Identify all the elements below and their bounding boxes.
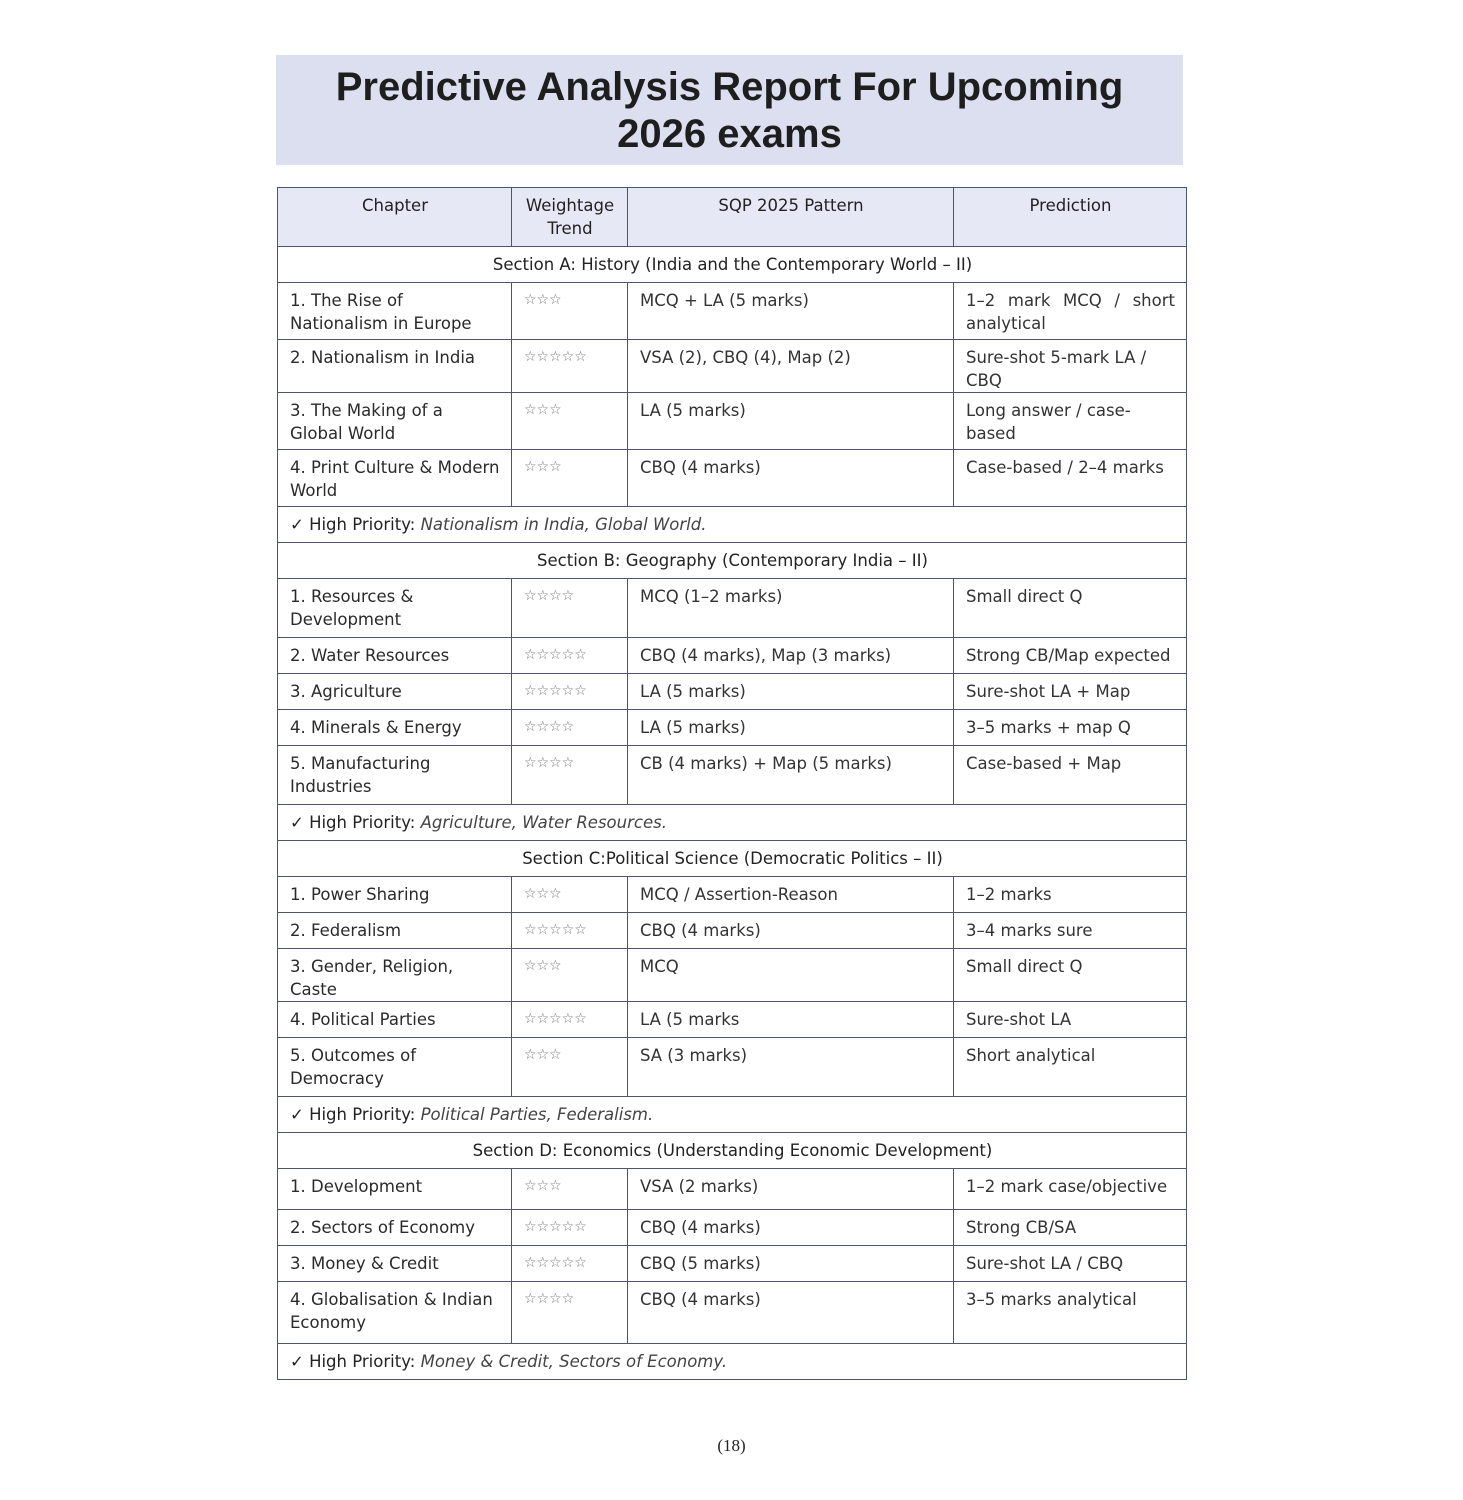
pattern-cell: LA (5 marks [628, 1002, 954, 1038]
prediction-cell: Case-based + Map [954, 746, 1187, 805]
star-rating: ☆☆☆☆☆ [512, 674, 628, 710]
table-row [278, 1169, 1187, 1210]
page-title-line-2: 2026 exams [617, 112, 842, 156]
table-row [278, 1038, 1187, 1097]
prediction-cell: Small direct Q [954, 949, 1187, 1002]
prediction-cell: 1–2 marks [954, 877, 1187, 913]
section-heading: Section C:Political Science (Democratic Politics – II) [278, 841, 1187, 877]
section-heading: Section B: Geography (Contemporary India – II) [278, 543, 1187, 579]
prediction-cell: Strong CB/SA [954, 1210, 1187, 1246]
table-row [278, 1002, 1187, 1038]
star-rating: ☆☆☆☆ [512, 710, 628, 746]
priority-text: Money & Credit, Sectors of Economy. [420, 1352, 728, 1371]
star-rating: ☆☆☆☆ [512, 746, 628, 805]
pattern-cell: CBQ (4 marks) [628, 1282, 954, 1344]
priority-cell [278, 1097, 1187, 1133]
priority-text: Political Parties, Federalism. [420, 1105, 654, 1124]
pattern-cell: CBQ (4 marks), Map (3 marks) [628, 638, 954, 674]
chapter-cell: 4. Political Parties [278, 1002, 512, 1038]
chapter-cell: 5. Outcomes of Democracy [278, 1038, 512, 1097]
prediction-cell: Strong CB/Map expected [954, 638, 1187, 674]
table-row [278, 340, 1187, 393]
table-row [278, 638, 1187, 674]
star-rating: ☆☆☆ [512, 1038, 628, 1097]
pattern-cell: MCQ (1–2 marks) [628, 579, 954, 638]
page-title-line-1: Predictive Analysis Report For Upcoming [335, 65, 1124, 109]
pattern-cell: LA (5 marks) [628, 710, 954, 746]
header-chapter: Chapter [278, 188, 512, 247]
table-row [278, 1282, 1187, 1344]
table-row [278, 450, 1187, 507]
chapter-cell: 4. Minerals & Energy [278, 710, 512, 746]
priority-row [278, 507, 1187, 543]
star-rating: ☆☆☆☆☆ [512, 1002, 628, 1038]
priority-row [278, 1344, 1187, 1380]
table-row [278, 710, 1187, 746]
priority-text: Agriculture, Water Resources. [420, 813, 667, 832]
chapter-cell: 1. Development [278, 1169, 512, 1210]
table-row [278, 1246, 1187, 1282]
star-rating: ☆☆☆ [512, 877, 628, 913]
table-row [278, 913, 1187, 949]
table-row [278, 579, 1187, 638]
pattern-cell: MCQ / Assertion-Reason [628, 877, 954, 913]
chapter-cell: 2. Nationalism in India [278, 340, 512, 393]
star-rating: ☆☆☆☆☆ [512, 1246, 628, 1282]
prediction-cell: 1–2 mark case/objective [954, 1169, 1187, 1210]
chapter-cell: 1. The Rise of Nationalism in Europe [278, 283, 512, 340]
table-row [278, 674, 1187, 710]
chapter-cell: 4. Globalisation & Indian Economy [278, 1282, 512, 1344]
prediction-cell: Small direct Q [954, 579, 1187, 638]
chapter-cell: 3. Agriculture [278, 674, 512, 710]
star-rating: ☆☆☆☆ [512, 579, 628, 638]
prediction-cell: 3–5 marks analytical [954, 1282, 1187, 1344]
pattern-cell: MCQ [628, 949, 954, 1002]
prediction-cell: Sure-shot LA / CBQ [954, 1246, 1187, 1282]
pattern-cell: CBQ (4 marks) [628, 1210, 954, 1246]
section-heading: Section D: Economics (Understanding Economic Development) [278, 1133, 1187, 1169]
section-heading-row [278, 543, 1187, 579]
priority-text: Nationalism in India, Global World. [420, 515, 707, 534]
priority-label: ✓ High Priority: [290, 1105, 416, 1124]
pattern-cell: SA (3 marks) [628, 1038, 954, 1097]
priority-cell [278, 805, 1187, 841]
table-row [278, 949, 1187, 1002]
chapter-cell: 3. Gender, Religion, Caste [278, 949, 512, 1002]
pattern-cell: VSA (2), CBQ (4), Map (2) [628, 340, 954, 393]
prediction-cell: Case-based / 2–4 marks [954, 450, 1187, 507]
chapter-cell: 4. Print Culture & Modern World [278, 450, 512, 507]
section-heading: Section A: History (India and the Contemporary World – II) [278, 247, 1187, 283]
section-heading-row [278, 1133, 1187, 1169]
prediction-cell: Long answer / case-based [954, 393, 1187, 450]
star-rating: ☆☆☆ [512, 393, 628, 450]
pattern-cell: CB (4 marks) + Map (5 marks) [628, 746, 954, 805]
star-rating: ☆☆☆☆☆ [512, 638, 628, 674]
chapter-cell: 2. Water Resources [278, 638, 512, 674]
prediction-table [277, 187, 1187, 1380]
chapter-cell: 2. Federalism [278, 913, 512, 949]
priority-cell [278, 507, 1187, 543]
chapter-cell: 3. The Making of a Global World [278, 393, 512, 450]
star-rating: ☆☆☆☆☆ [512, 913, 628, 949]
table-header-row [278, 188, 1187, 247]
section-heading-row [278, 841, 1187, 877]
pattern-cell: MCQ + LA (5 marks) [628, 283, 954, 340]
star-rating: ☆☆☆☆ [512, 1282, 628, 1344]
table-row [278, 746, 1187, 805]
pattern-cell: LA (5 marks) [628, 393, 954, 450]
chapter-cell: 2. Sectors of Economy [278, 1210, 512, 1246]
star-rating: ☆☆☆ [512, 283, 628, 340]
pattern-cell: LA (5 marks) [628, 674, 954, 710]
table-row [278, 283, 1187, 340]
priority-cell [278, 1344, 1187, 1380]
pattern-cell: CBQ (5 marks) [628, 1246, 954, 1282]
table-row [278, 1210, 1187, 1246]
star-rating: ☆☆☆ [512, 1169, 628, 1210]
pattern-cell: VSA (2 marks) [628, 1169, 954, 1210]
prediction-cell: Sure-shot LA + Map [954, 674, 1187, 710]
table-row [278, 393, 1187, 450]
section-heading-row [278, 247, 1187, 283]
prediction-cell: 1–2 mark MCQ / short analytical [954, 283, 1187, 340]
pattern-cell: CBQ (4 marks) [628, 450, 954, 507]
chapter-cell: 3. Money & Credit [278, 1246, 512, 1282]
header-sqp-pattern: SQP 2025 Pattern [628, 188, 954, 247]
star-rating: ☆☆☆ [512, 949, 628, 1002]
prediction-cell: Short analytical [954, 1038, 1187, 1097]
priority-row [278, 805, 1187, 841]
star-rating: ☆☆☆☆☆ [512, 340, 628, 393]
chapter-cell: 1. Resources & Development [278, 579, 512, 638]
pattern-cell: CBQ (4 marks) [628, 913, 954, 949]
chapter-cell: 1. Power Sharing [278, 877, 512, 913]
table-row [278, 877, 1187, 913]
priority-label: ✓ High Priority: [290, 1352, 416, 1371]
prediction-cell: Sure-shot LA [954, 1002, 1187, 1038]
chapter-cell: 5. Manufacturing Industries [278, 746, 512, 805]
star-rating: ☆☆☆☆☆ [512, 1210, 628, 1246]
title-banner [276, 55, 1183, 165]
prediction-cell: 3–4 marks sure [954, 913, 1187, 949]
star-rating: ☆☆☆ [512, 450, 628, 507]
priority-label: ✓ High Priority: [290, 515, 416, 534]
priority-row [278, 1097, 1187, 1133]
page-number: (18) [717, 1436, 746, 1455]
header-weightage-trend: Weightage Trend [512, 188, 628, 247]
prediction-cell: Sure-shot 5-mark LA / CBQ [954, 340, 1187, 393]
prediction-cell: 3–5 marks + map Q [954, 710, 1187, 746]
header-prediction: Prediction [954, 188, 1187, 247]
priority-label: ✓ High Priority: [290, 813, 416, 832]
